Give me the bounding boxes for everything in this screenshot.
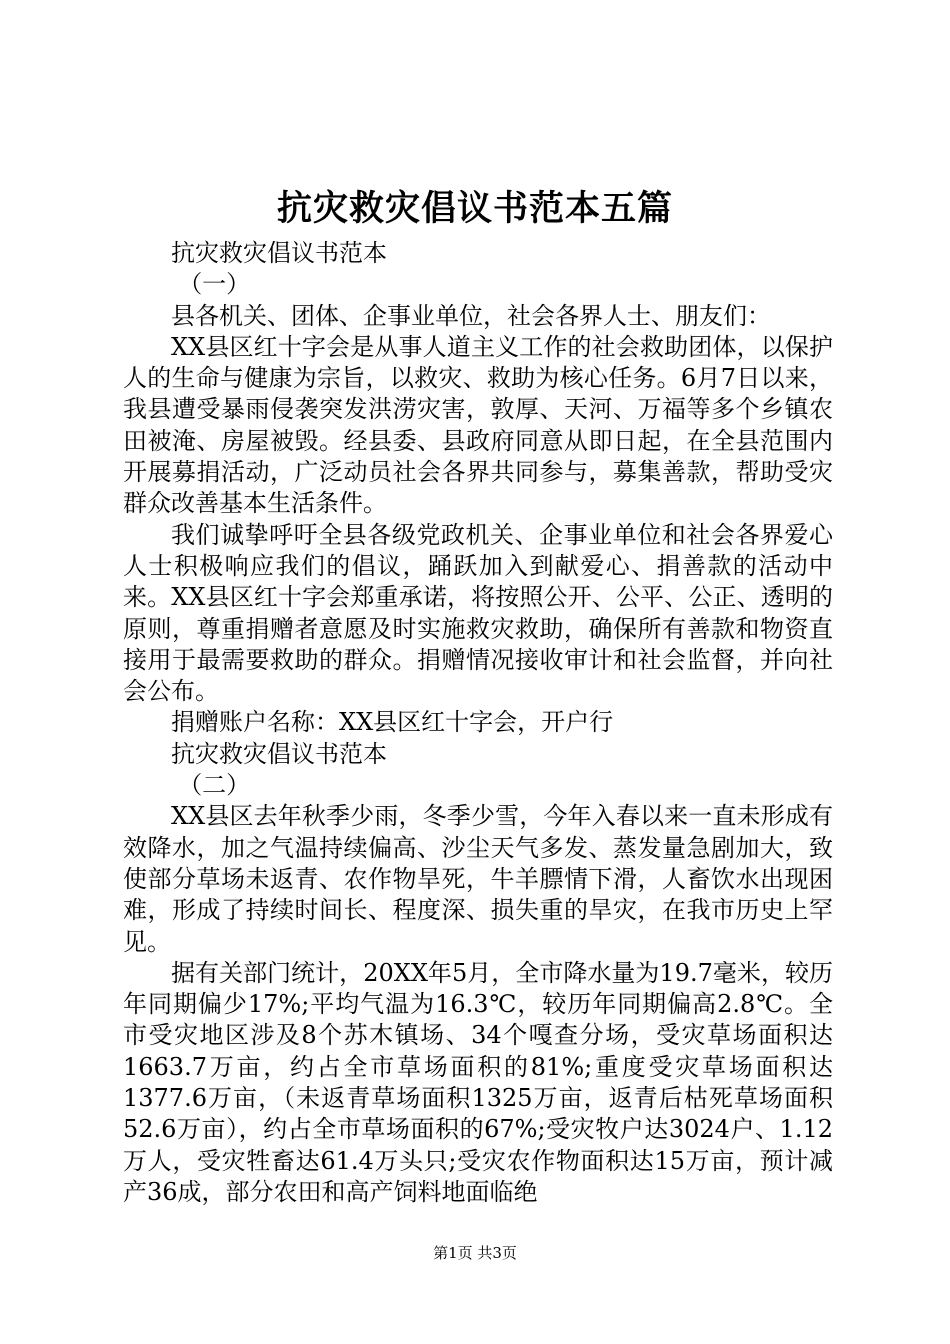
account-line: 捐赠账户名称：XX县区红十字会，开户行 [171, 708, 614, 737]
document-title: 抗灾救灾倡议书范本五篇 [276, 189, 673, 229]
section-number: （二） [178, 771, 251, 800]
page-footer: 第1页 共3页 [433, 1244, 517, 1262]
body-paragraph: XX县区红十字会是从事人道主义工作的社会救助团体，以保护人的生命与健康为宗旨，以救灾、救助为核心任务。6月7日以来，我县遭受暴雨侵袭突发洪涝灾害，敦厚、天河、万福等多个乡镇农田被淹、房屋被毁。经县委、县政府同意从即日起，在全县范围内开展募捐活动，广泛动员社会各界共同参与，募集善款，帮助受灾群众改善基本生活条件。 [123, 332, 833, 518]
body-paragraph: 我们诚挚呼吁全县各级党政机关、企事业单位和社会各界爱心人士积极响应我们的倡议，踊跃加入到献爱心、捐善款的活动中来。XX县区红十字会郑重承诺，将按照公开、公平、公正、透明的原则，尊重捐赠者意愿及时实施救灾救助，确保所有善款和物资直接用于最需要救助的群众。捐赠情况接收审计和社会监督，并向社会公布。 [123, 520, 833, 706]
body-paragraph: 据有关部门统计，20XX年5月，全市降水量为19.7毫米，较历年同期偏少17%;平均气温为16.3℃，较历年同期偏高2.8℃。全市受灾地区涉及8个苏木镇场、34个嘎查分场，受灾草场面积达1663.7万亩，约占全市草场面积的81%;重度受灾草场面积达1377.6万亩，（未返青草场面积1325万亩，返青后枯死草场面积52.6万亩），约占全市草场面积的67%;受灾牧户达3024户、1.12万人，受灾牲畜达61.4万头只;受灾农作物面积达15万亩，预计减产36成，部分农田和高产饲料地面临绝 [123, 958, 833, 1206]
section-heading: 抗灾救灾倡议书范本 [171, 739, 387, 768]
salutation: 县各机关、团体、企事业单位，社会各界人士、朋友们： [171, 301, 771, 330]
document-body [123, 238, 833, 1208]
section-heading: 抗灾救灾倡议书范本 [171, 239, 387, 267]
section-number: （一） [178, 270, 251, 299]
body-paragraph: XX县区去年秋季少雨，冬季少雪，今年入春以来一直未形成有效降水，加之气温持续偏高、沙尘天气多发、蒸发量急剧加大，致使部分草场未返青、农作物旱死，牛羊膘情下滑，人畜饮水出现困难，形成了持续时间长、程度深、损失重的旱灾，在我市历史上罕见。 [123, 802, 833, 956]
